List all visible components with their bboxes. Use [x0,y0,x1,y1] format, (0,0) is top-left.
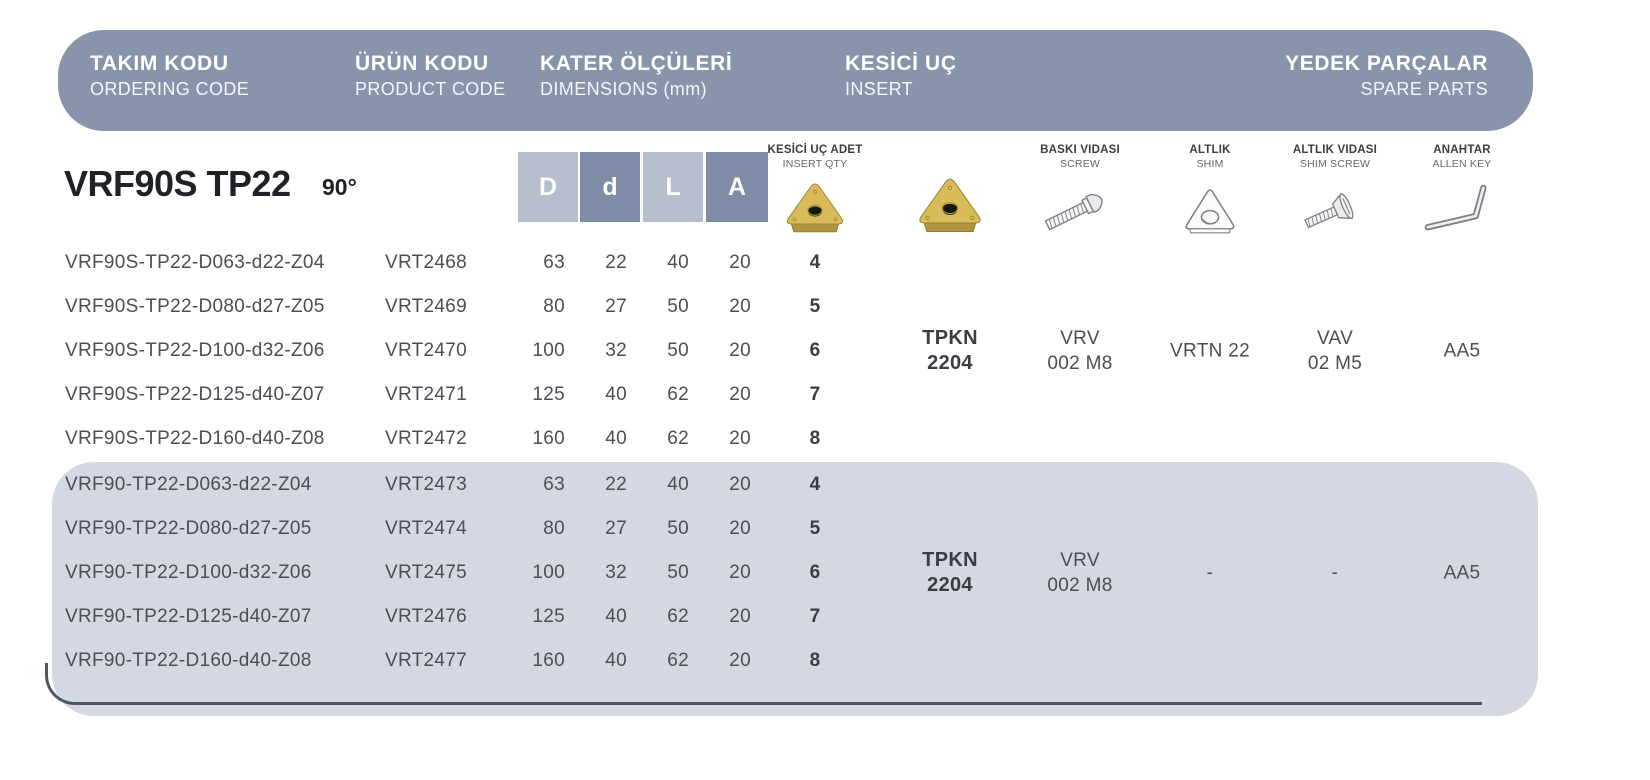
dim-L-value: 62 [667,384,689,405]
column-header-spare-parts [1285,52,1488,100]
screw-header [1040,144,1120,170]
insert-code-line: TPKN [922,549,978,571]
product-code: VRT2468 [385,252,468,273]
dim-d-value: 32 [605,340,627,361]
ordering-code: VRF90S-TP22-D063-d22-Z04 [65,252,325,273]
ordering-code: VRF90S-TP22-D080-d27-Z05 [65,296,325,317]
product-code: VRT2476 [385,606,468,627]
dim-D-value: 125 [532,384,565,405]
allen-key-header-en: ALLEN KEY [1432,158,1492,170]
dim-D-value: 63 [543,252,565,273]
column-header-product-code [355,52,505,100]
screw-code-value [1047,548,1112,598]
product-angle: 90° [322,174,357,200]
column-header-tr: KESİCİ UÇ [845,52,957,75]
product-title: VRF90S TP22 [64,163,291,204]
shim-code-value [1170,339,1250,364]
insert-code-line: 2204 [927,574,973,596]
dim-A-value: 20 [729,296,751,317]
dim-header-label: D [538,172,558,201]
screw-code-line: 002 M8 [1047,353,1113,374]
insert-code-line: TPKN [922,327,978,349]
product-code: VRT2470 [385,340,468,361]
insert-qty-value: 8 [809,428,821,449]
screw-icon [1038,176,1122,236]
dim-d-value: 22 [605,252,627,273]
screw-code-line: VRV [1060,328,1100,349]
column-header-tr: ÜRÜN KODU [355,52,489,75]
column-header-tr: TAKIM KODU [90,52,229,75]
dim-d-value: 40 [605,384,627,405]
allen-key-code-value [1444,339,1481,364]
screw-code-value [1047,326,1112,376]
dim-L-value: 50 [667,562,689,583]
insert-qty-value: 6 [809,340,821,361]
section-divider [45,663,1482,705]
dim-header-label: L [665,172,681,201]
screw-header-tr: BASKI VIDASI [1040,144,1120,156]
shim-header-en: SHIM [1196,158,1224,170]
shim-screw-header [1293,144,1377,170]
dim-D-value: 125 [532,606,565,627]
shim-screw-code-value [1308,326,1362,376]
insert-code-value [922,326,978,376]
dim-header-L [643,152,703,222]
shim-code-line: - [1206,562,1214,584]
dim-L-value: 50 [667,518,689,539]
dim-D-value: 80 [543,518,565,539]
screw-header-en: SCREW [1059,158,1101,170]
group2-shared-values [0,463,1650,683]
shim-screw-code-line: 02 M5 [1307,353,1363,374]
table-header-bar [58,30,1533,131]
shim-screw-header-en: SHIM SCREW [1299,158,1371,170]
insert-qty-header-tr: KESİCİ UÇ ADET [767,144,863,156]
insert-qty-value: 4 [809,474,821,495]
dim-D-value: 100 [532,340,565,361]
product-code: VRT2473 [385,474,468,495]
dim-D-value: 100 [532,562,565,583]
product-code: VRT2474 [385,518,468,539]
ordering-code: VRF90-TP22-D125-d40-Z07 [65,606,312,627]
allen-key-header [1433,144,1492,170]
shim-code-value [1207,561,1214,586]
dim-d-value: 27 [605,296,627,317]
dim-d-value: 40 [605,606,627,627]
dim-A-value: 20 [729,384,751,405]
dim-A-value: 20 [729,518,751,539]
dim-header-A [706,152,768,222]
insert-qty-header-en: INSERT QTY [782,158,848,170]
shim-header-tr: ALTLIK [1189,144,1231,156]
insert-qty-icon [782,176,848,236]
column-header-ordering-code [90,52,249,100]
dim-L-value: 40 [667,474,689,495]
shim-code-line: VRTN 22 [1170,340,1250,362]
insert-qty-value: 7 [809,606,821,627]
insert-icon [914,176,986,236]
dim-A-value: 20 [729,606,751,627]
dim-D-value: 160 [532,650,565,671]
screw-code-line: 002 M8 [1047,575,1113,596]
column-header-insert [845,52,957,100]
dim-L-value: 50 [667,296,689,317]
allen-key-header-tr: ANAHTAR [1433,144,1491,156]
dim-header-D [518,152,578,222]
column-header-tr: YEDEK PARÇALAR [1285,52,1488,75]
ordering-code: VRF90-TP22-D100-d32-Z06 [65,562,312,583]
dim-d-value: 22 [605,474,627,495]
dim-d-value: 32 [605,562,627,583]
column-header-en: SPARE PARTS [1360,79,1488,99]
ordering-code: VRF90S-TP22-D100-d32-Z06 [65,340,325,361]
shim-screw-code-line: - [1331,562,1339,584]
dim-L-value: 40 [667,252,689,273]
product-code: VRT2471 [385,384,468,405]
insert-qty-value: 8 [809,650,821,671]
dim-A-value: 20 [729,562,751,583]
dim-D-value: 160 [532,428,565,449]
dim-D-value: 63 [543,474,565,495]
dim-header-label: A [727,172,747,201]
dim-d-value: 40 [605,650,627,671]
insert-qty-value: 7 [809,384,821,405]
insert-qty-value: 5 [809,296,821,317]
dim-header-label: d [602,172,618,201]
allen-key-icon [1421,176,1503,236]
dim-A-value: 20 [729,474,751,495]
dim-L-value: 62 [667,428,689,449]
product-code: VRT2469 [385,296,468,317]
insert-code-line: 2204 [927,352,973,374]
dim-D-value: 80 [543,296,565,317]
dim-L-value: 62 [667,650,689,671]
allen-key-code-line: AA5 [1443,562,1481,584]
column-header-dimensions [540,52,732,100]
product-code: VRT2472 [385,428,468,449]
shim-header [1189,144,1230,170]
insert-code-value [922,548,978,598]
product-code: VRT2475 [385,562,468,583]
dim-A-value: 20 [729,252,751,273]
insert-qty-value: 6 [809,562,821,583]
group1-shared-values [0,241,1650,461]
column-header-en: DIMENSIONS (mm) [540,79,707,99]
ordering-code: VRF90-TP22-D080-d27-Z05 [65,518,312,539]
dim-d-value: 40 [605,428,627,449]
column-header-en: ORDERING CODE [90,79,250,99]
shim-screw-code-line: VAV [1316,328,1354,349]
dim-A-value: 20 [729,340,751,361]
shim-screw-icon [1295,176,1375,236]
product-code: VRT2477 [385,650,468,671]
dim-L-value: 62 [667,606,689,627]
column-header-en: INSERT [845,79,914,99]
shim-icon [1182,176,1238,236]
ordering-code: VRF90S-TP22-D125-d40-Z07 [65,384,325,405]
allen-key-code-line: AA5 [1443,340,1481,362]
shim-screw-header-tr: ALTLIK VIDASI [1292,144,1378,156]
insert-qty-header [767,144,862,170]
ordering-code: VRF90S-TP22-D160-d40-Z08 [65,428,325,449]
shim-screw-code-value [1332,561,1339,586]
dim-A-value: 20 [729,650,751,671]
ordering-code: VRF90-TP22-D160-d40-Z08 [65,650,312,671]
column-header-en: PRODUCT CODE [355,79,506,99]
dim-d-value: 27 [605,518,627,539]
screw-code-line: VRV [1060,550,1100,571]
allen-key-code-value [1444,561,1481,586]
dim-header-d [580,152,640,222]
insert-qty-value: 5 [809,518,821,539]
column-header-tr: KATER ÖLÇÜLERİ [540,52,733,75]
ordering-code: VRF90-TP22-D063-d22-Z04 [65,474,312,495]
dim-A-value: 20 [729,428,751,449]
insert-qty-value: 4 [809,252,821,273]
dim-L-value: 50 [667,340,689,361]
